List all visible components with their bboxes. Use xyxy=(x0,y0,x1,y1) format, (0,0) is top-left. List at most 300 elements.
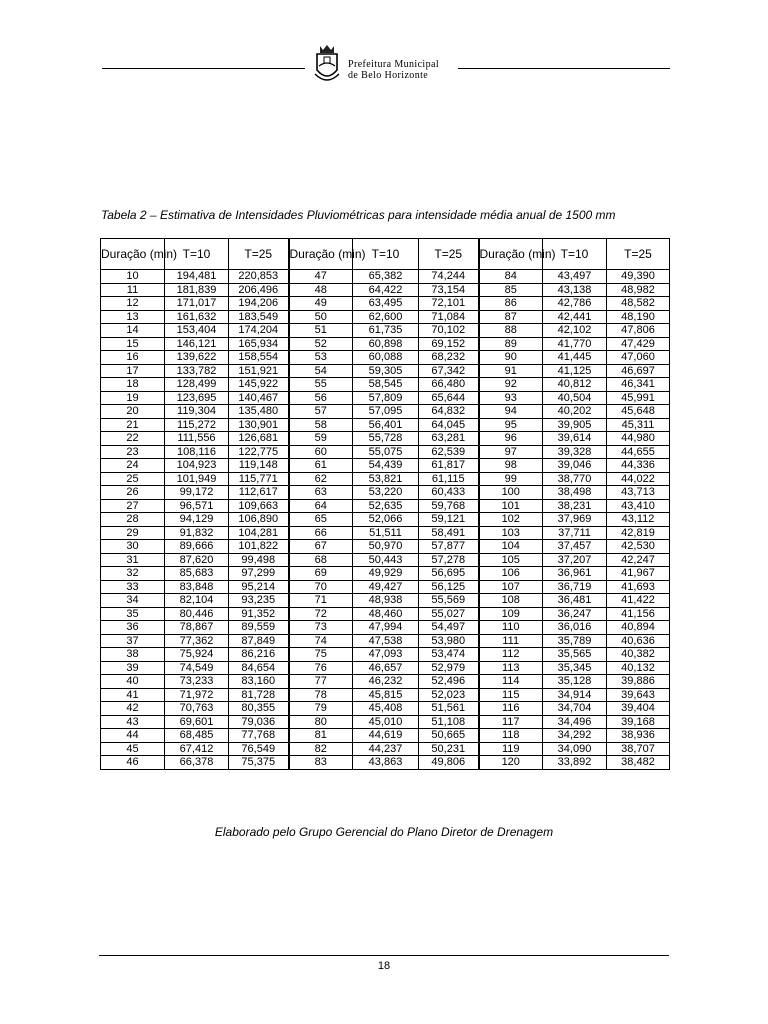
table-cell: 49,390 xyxy=(607,270,670,284)
column-header-t25: T=25 xyxy=(607,239,670,270)
table-cell: 59,305 xyxy=(353,364,419,378)
table-cell: 47 xyxy=(289,270,353,284)
table-cell: 72 xyxy=(289,607,353,621)
table-cell: 36,961 xyxy=(543,567,607,581)
table-cell: 25 xyxy=(101,472,165,486)
header-rule-right xyxy=(458,68,670,69)
table-cell: 85,683 xyxy=(165,567,229,581)
table-cell: 86 xyxy=(479,297,543,311)
table-cell: 80,446 xyxy=(165,607,229,621)
table-cell: 106,890 xyxy=(229,513,289,527)
table-cell: 46,697 xyxy=(607,364,670,378)
table-row xyxy=(101,594,670,608)
table-cell: 50,665 xyxy=(419,729,479,743)
table-cell: 41,967 xyxy=(607,567,670,581)
table-row xyxy=(101,297,670,311)
table-cell: 91 xyxy=(479,364,543,378)
table-cell: 53,220 xyxy=(353,486,419,500)
table-cell: 42,102 xyxy=(543,324,607,338)
table-cell: 120 xyxy=(479,756,543,770)
table-cell: 48,938 xyxy=(353,594,419,608)
table-cell: 53,821 xyxy=(353,472,419,486)
table-cell: 41,156 xyxy=(607,607,670,621)
table-cell: 96,571 xyxy=(165,499,229,513)
table-cell: 60,898 xyxy=(353,337,419,351)
table-cell: 99,498 xyxy=(229,553,289,567)
table-cell: 55 xyxy=(289,378,353,392)
table-cell: 43,713 xyxy=(607,486,670,500)
table-cell: 28 xyxy=(101,513,165,527)
table-cell: 38,707 xyxy=(607,742,670,756)
table-cell: 43 xyxy=(101,715,165,729)
table-cell: 55,728 xyxy=(353,432,419,446)
table-cell: 61,817 xyxy=(419,459,479,473)
coat-of-arms-icon xyxy=(311,40,343,86)
table-cell: 33,892 xyxy=(543,756,607,770)
table-cell: 106 xyxy=(479,567,543,581)
table-cell: 84,654 xyxy=(229,661,289,675)
table-cell: 48,582 xyxy=(607,297,670,311)
table-cell: 119,148 xyxy=(229,459,289,473)
table-cell: 101 xyxy=(479,499,543,513)
table-cell: 42 xyxy=(101,702,165,716)
table-cell: 63,281 xyxy=(419,432,479,446)
table-cell: 108,116 xyxy=(165,445,229,459)
table-cell: 97,299 xyxy=(229,567,289,581)
table-cell: 77 xyxy=(289,675,353,689)
table-cell: 41,770 xyxy=(543,337,607,351)
table-cell: 95 xyxy=(479,418,543,432)
table-cell: 37,711 xyxy=(543,526,607,540)
table-cell: 101,949 xyxy=(165,472,229,486)
table-cell: 122,775 xyxy=(229,445,289,459)
table-row xyxy=(101,378,670,392)
table-cell: 51 xyxy=(289,324,353,338)
table-cell: 104,281 xyxy=(229,526,289,540)
table-cell: 87 xyxy=(479,310,543,324)
table-cell: 69,601 xyxy=(165,715,229,729)
city-hall-logo xyxy=(311,40,461,88)
table-cell: 75 xyxy=(289,648,353,662)
table-cell: 85 xyxy=(479,283,543,297)
table-cell: 158,554 xyxy=(229,351,289,365)
table-cell: 115,272 xyxy=(165,418,229,432)
table-cell: 49,806 xyxy=(419,756,479,770)
table-cell: 40,894 xyxy=(607,621,670,635)
table-cell: 14 xyxy=(101,324,165,338)
table-cell: 128,499 xyxy=(165,378,229,392)
table-cell: 194,206 xyxy=(229,297,289,311)
table-cell: 68 xyxy=(289,553,353,567)
column-header-t10: T=10 xyxy=(353,239,419,270)
table-cell: 34,914 xyxy=(543,688,607,702)
table-cell: 43,112 xyxy=(607,513,670,527)
table-cell: 35,128 xyxy=(543,675,607,689)
header-rule-left xyxy=(102,68,305,69)
table-row xyxy=(101,661,670,675)
table-cell: 51,561 xyxy=(419,702,479,716)
table-cell: 116 xyxy=(479,702,543,716)
table-cell: 53,474 xyxy=(419,648,479,662)
table-cell: 36,719 xyxy=(543,580,607,594)
table-cell: 115,771 xyxy=(229,472,289,486)
table-cell: 49,427 xyxy=(353,580,419,594)
table-row xyxy=(101,486,670,500)
table-cell: 44,022 xyxy=(607,472,670,486)
table-cell: 52,979 xyxy=(419,661,479,675)
table-cell: 45,311 xyxy=(607,418,670,432)
table-cell: 16 xyxy=(101,351,165,365)
table-cell: 146,121 xyxy=(165,337,229,351)
table-cell: 89,559 xyxy=(229,621,289,635)
table-cell: 57,809 xyxy=(353,391,419,405)
table-cell: 13 xyxy=(101,310,165,324)
table-row xyxy=(101,405,670,419)
table-cell: 52,066 xyxy=(353,513,419,527)
table-cell: 92 xyxy=(479,378,543,392)
table-cell: 44,980 xyxy=(607,432,670,446)
table-cell: 60,088 xyxy=(353,351,419,365)
table-row xyxy=(101,675,670,689)
table-cell: 65,382 xyxy=(353,270,419,284)
table-cell: 55,075 xyxy=(353,445,419,459)
table-cell: 45,648 xyxy=(607,405,670,419)
table-caption: Tabela 2 – Estimativa de Intensidades Pluviométricas para intensidade média anual de 1500 mm xyxy=(101,208,616,222)
table-cell: 103 xyxy=(479,526,543,540)
table-cell: 91,352 xyxy=(229,607,289,621)
table-cell: 34,292 xyxy=(543,729,607,743)
table-cell: 54,497 xyxy=(419,621,479,635)
table-row xyxy=(101,634,670,648)
table-cell: 41,422 xyxy=(607,594,670,608)
table-cell: 59,768 xyxy=(419,499,479,513)
table-cell: 42,441 xyxy=(543,310,607,324)
table-cell: 76,549 xyxy=(229,742,289,756)
page-number: 18 xyxy=(377,960,391,972)
table-cell: 47,994 xyxy=(353,621,419,635)
table-cell: 140,467 xyxy=(229,391,289,405)
logo-text-line2: de Belo Horizonte xyxy=(348,70,429,81)
table-cell: 71 xyxy=(289,594,353,608)
table-row xyxy=(101,364,670,378)
table-row xyxy=(101,607,670,621)
table-cell: 34,704 xyxy=(543,702,607,716)
table-row xyxy=(101,499,670,513)
table-cell: 84 xyxy=(479,270,543,284)
table-row xyxy=(101,688,670,702)
table-cell: 101,822 xyxy=(229,540,289,554)
table-cell: 39,905 xyxy=(543,418,607,432)
table-cell: 183,549 xyxy=(229,310,289,324)
table-cell: 67,342 xyxy=(419,364,479,378)
table-cell: 61,735 xyxy=(353,324,419,338)
column-header-t10: T=10 xyxy=(165,239,229,270)
table-cell: 42,819 xyxy=(607,526,670,540)
table-cell: 42,530 xyxy=(607,540,670,554)
table-cell: 35,789 xyxy=(543,634,607,648)
table-cell: 36,481 xyxy=(543,594,607,608)
table-row xyxy=(101,472,670,486)
table-cell: 42,786 xyxy=(543,297,607,311)
table-row xyxy=(101,513,670,527)
table-cell: 52,023 xyxy=(419,688,479,702)
table-cell: 24 xyxy=(101,459,165,473)
table-cell: 74,549 xyxy=(165,661,229,675)
table-cell: 61 xyxy=(289,459,353,473)
table-cell: 48,460 xyxy=(353,607,419,621)
table-cell: 66,480 xyxy=(419,378,479,392)
table-cell: 39,643 xyxy=(607,688,670,702)
table-cell: 68,232 xyxy=(419,351,479,365)
table-cell: 94,129 xyxy=(165,513,229,527)
table-cell: 93 xyxy=(479,391,543,405)
table-cell: 71,084 xyxy=(419,310,479,324)
table-cell: 31 xyxy=(101,553,165,567)
table-cell: 58 xyxy=(289,418,353,432)
table-cell: 64 xyxy=(289,499,353,513)
table-cell: 97 xyxy=(479,445,543,459)
table-row xyxy=(101,459,670,473)
table-row xyxy=(101,337,670,351)
table-cell: 37 xyxy=(101,634,165,648)
table-row xyxy=(101,283,670,297)
table-cell: 38,936 xyxy=(607,729,670,743)
table-cell: 21 xyxy=(101,418,165,432)
table-cell: 19 xyxy=(101,391,165,405)
table-cell: 26 xyxy=(101,486,165,500)
table-cell: 30 xyxy=(101,540,165,554)
table-cell: 57,877 xyxy=(419,540,479,554)
table-cell: 39,404 xyxy=(607,702,670,716)
table-cell: 48,190 xyxy=(607,310,670,324)
table-cell: 107 xyxy=(479,580,543,594)
table-cell: 20 xyxy=(101,405,165,419)
table-cell: 171,017 xyxy=(165,297,229,311)
table-cell: 181,839 xyxy=(165,283,229,297)
table-cell: 41,445 xyxy=(543,351,607,365)
table-cell: 47,093 xyxy=(353,648,419,662)
table-cell: 64,832 xyxy=(419,405,479,419)
table-cell: 89 xyxy=(479,337,543,351)
table-row xyxy=(101,445,670,459)
table-cell: 110 xyxy=(479,621,543,635)
column-header-duration: Duração (min) xyxy=(479,239,543,270)
table-cell: 135,480 xyxy=(229,405,289,419)
table-row xyxy=(101,324,670,338)
table-cell: 76 xyxy=(289,661,353,675)
table-row xyxy=(101,729,670,743)
table-cell: 46,232 xyxy=(353,675,419,689)
table-cell: 45,408 xyxy=(353,702,419,716)
table-cell: 70,763 xyxy=(165,702,229,716)
table-cell: 104,923 xyxy=(165,459,229,473)
table-cell: 41 xyxy=(101,688,165,702)
table-cell: 55,569 xyxy=(419,594,479,608)
table-cell: 151,921 xyxy=(229,364,289,378)
column-header-t10: T=10 xyxy=(543,239,607,270)
table-cell: 58,545 xyxy=(353,378,419,392)
table-cell: 44,336 xyxy=(607,459,670,473)
table-cell: 47,538 xyxy=(353,634,419,648)
table-cell: 41,693 xyxy=(607,580,670,594)
table-cell: 74 xyxy=(289,634,353,648)
table-cell: 206,496 xyxy=(229,283,289,297)
table-cell: 59,121 xyxy=(419,513,479,527)
table-cell: 64,045 xyxy=(419,418,479,432)
table-cell: 194,481 xyxy=(165,270,229,284)
table-row xyxy=(101,310,670,324)
table-cell: 78,867 xyxy=(165,621,229,635)
table-cell: 113 xyxy=(479,661,543,675)
table-cell: 11 xyxy=(101,283,165,297)
table-cell: 56,401 xyxy=(353,418,419,432)
table-cell: 57 xyxy=(289,405,353,419)
table-cell: 45,815 xyxy=(353,688,419,702)
table-cell: 109 xyxy=(479,607,543,621)
table-cell: 117 xyxy=(479,715,543,729)
table-cell: 39,328 xyxy=(543,445,607,459)
table-cell: 100 xyxy=(479,486,543,500)
table-cell: 86,216 xyxy=(229,648,289,662)
table-cell: 43,410 xyxy=(607,499,670,513)
table-row xyxy=(101,742,670,756)
table-cell: 49,929 xyxy=(353,567,419,581)
column-header-t25: T=25 xyxy=(229,239,289,270)
table-cell: 139,622 xyxy=(165,351,229,365)
table-cell: 55,027 xyxy=(419,607,479,621)
table-cell: 38,231 xyxy=(543,499,607,513)
rainfall-intensity-table xyxy=(100,238,670,770)
table-cell: 48 xyxy=(289,283,353,297)
table-cell: 47,429 xyxy=(607,337,670,351)
table-cell: 48,982 xyxy=(607,283,670,297)
table-cell: 64,422 xyxy=(353,283,419,297)
table-cell: 81 xyxy=(289,729,353,743)
column-header-t25: T=25 xyxy=(419,239,479,270)
table-cell: 94 xyxy=(479,405,543,419)
table-row xyxy=(101,567,670,581)
table-cell: 60,433 xyxy=(419,486,479,500)
table-cell: 70,102 xyxy=(419,324,479,338)
table-cell: 62,539 xyxy=(419,445,479,459)
table-cell: 108 xyxy=(479,594,543,608)
table-row xyxy=(101,432,670,446)
table-cell: 40,202 xyxy=(543,405,607,419)
table-cell: 45,991 xyxy=(607,391,670,405)
table-cell: 77,362 xyxy=(165,634,229,648)
table-cell: 82 xyxy=(289,742,353,756)
table-cell: 80 xyxy=(289,715,353,729)
table-cell: 40,812 xyxy=(543,378,607,392)
table-cell: 37,457 xyxy=(543,540,607,554)
table-cell: 56,125 xyxy=(419,580,479,594)
table-cell: 93,235 xyxy=(229,594,289,608)
table-cell: 47,060 xyxy=(607,351,670,365)
table-cell: 80,355 xyxy=(229,702,289,716)
table-cell: 72,101 xyxy=(419,297,479,311)
table-cell: 115 xyxy=(479,688,543,702)
table-cell: 62 xyxy=(289,472,353,486)
table-row xyxy=(101,580,670,594)
table-cell: 73,233 xyxy=(165,675,229,689)
table-cell: 40,132 xyxy=(607,661,670,675)
table-cell: 52,635 xyxy=(353,499,419,513)
table-row xyxy=(101,540,670,554)
table-cell: 36,247 xyxy=(543,607,607,621)
table-cell: 44,619 xyxy=(353,729,419,743)
table-cell: 69 xyxy=(289,567,353,581)
table-cell: 39,614 xyxy=(543,432,607,446)
table-row xyxy=(101,702,670,716)
table-cell: 82,104 xyxy=(165,594,229,608)
table-cell: 58,491 xyxy=(419,526,479,540)
table-cell: 220,853 xyxy=(229,270,289,284)
table-cell: 47,806 xyxy=(607,324,670,338)
table-cell: 44,655 xyxy=(607,445,670,459)
table-cell: 18 xyxy=(101,378,165,392)
table-cell: 46 xyxy=(101,756,165,770)
table-cell: 153,404 xyxy=(165,324,229,338)
table-cell: 102 xyxy=(479,513,543,527)
table-cell: 54 xyxy=(289,364,353,378)
table-cell: 53 xyxy=(289,351,353,365)
table-row xyxy=(101,418,670,432)
table-cell: 32 xyxy=(101,567,165,581)
table-cell: 40 xyxy=(101,675,165,689)
table-cell: 99,172 xyxy=(165,486,229,500)
table-cell: 36,016 xyxy=(543,621,607,635)
table-cell: 98 xyxy=(479,459,543,473)
table-cell: 56,695 xyxy=(419,567,479,581)
table-cell: 36 xyxy=(101,621,165,635)
table-cell: 111 xyxy=(479,634,543,648)
table-cell: 50,970 xyxy=(353,540,419,554)
table-cell: 88 xyxy=(479,324,543,338)
table-cell: 118 xyxy=(479,729,543,743)
table-cell: 133,782 xyxy=(165,364,229,378)
table-cell: 46,657 xyxy=(353,661,419,675)
column-header-duration: Duração (min) xyxy=(289,239,353,270)
table-cell: 10 xyxy=(101,270,165,284)
table-cell: 70 xyxy=(289,580,353,594)
table-cell: 87,620 xyxy=(165,553,229,567)
table-cell: 95,214 xyxy=(229,580,289,594)
table-cell: 59 xyxy=(289,432,353,446)
table-cell: 42,247 xyxy=(607,553,670,567)
table-cell: 40,636 xyxy=(607,634,670,648)
table-cell: 50,231 xyxy=(419,742,479,756)
table-cell: 56 xyxy=(289,391,353,405)
table-cell: 39 xyxy=(101,661,165,675)
table-cell: 67 xyxy=(289,540,353,554)
table-cell: 161,632 xyxy=(165,310,229,324)
table-cell: 34,090 xyxy=(543,742,607,756)
table-row xyxy=(101,526,670,540)
table-cell: 38 xyxy=(101,648,165,662)
table-cell: 77,768 xyxy=(229,729,289,743)
table-cell: 34 xyxy=(101,594,165,608)
table-cell: 65,644 xyxy=(419,391,479,405)
table-cell: 37,207 xyxy=(543,553,607,567)
table-cell: 119,304 xyxy=(165,405,229,419)
table-cell: 39,168 xyxy=(607,715,670,729)
table-cell: 104 xyxy=(479,540,543,554)
table-cell: 126,681 xyxy=(229,432,289,446)
table-cell: 61,115 xyxy=(419,472,479,486)
table-cell: 35,565 xyxy=(543,648,607,662)
column-header-duration: Duração (min) xyxy=(101,239,165,270)
table-cell: 52 xyxy=(289,337,353,351)
